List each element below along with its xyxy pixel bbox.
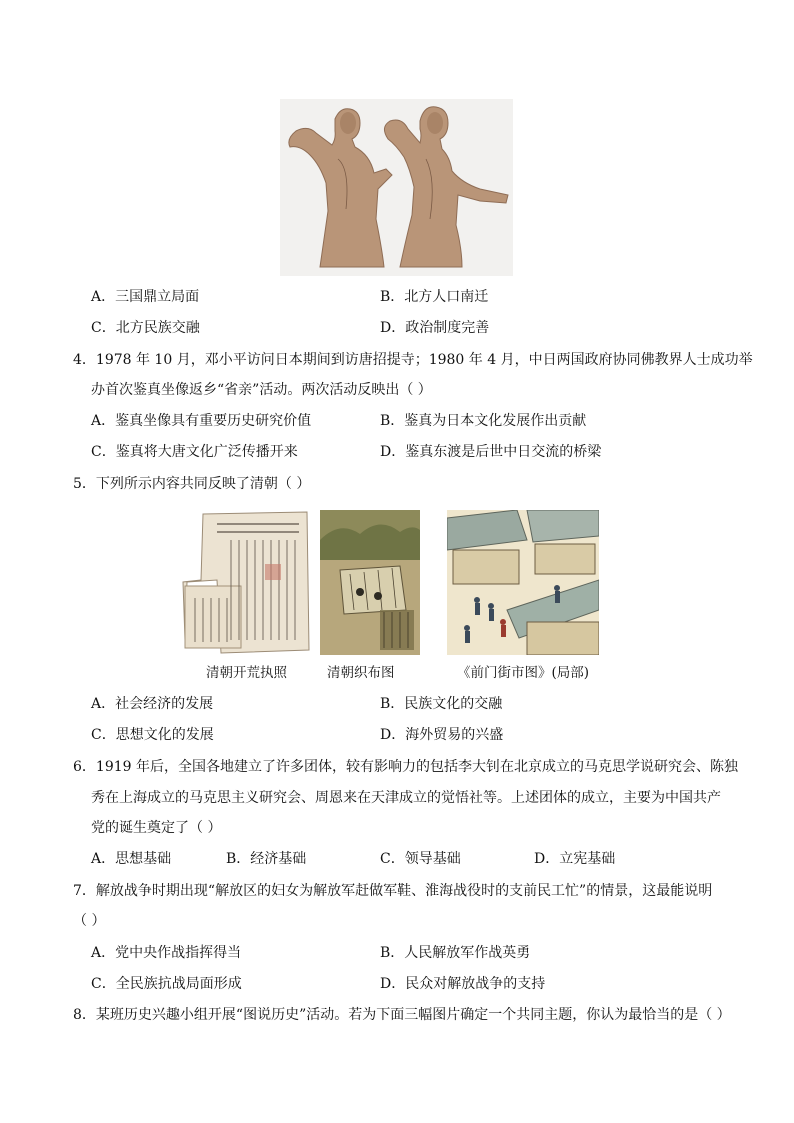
q6-stem-line-3: 党的诞生奠定了（ ）	[91, 820, 222, 836]
caption-weaving-painting: 清朝织布图	[327, 665, 395, 681]
caption-reclamation-license: 清朝开荒执照	[206, 665, 287, 681]
q3-option-d[interactable]: D．政治制度完善	[380, 320, 490, 336]
q6-option-a[interactable]: A．思想基础	[91, 851, 172, 867]
q3-option-b[interactable]: B．北方人口南迁	[380, 289, 489, 305]
q6-stem-line-1: 6．1919 年后，全国各地建立了许多团体，较有影响力的包括李大钊在北京成立的马克思学说研究会、陈独	[73, 759, 738, 775]
q4-option-b[interactable]: B．鉴真为日本文化发展作出贡献	[380, 413, 587, 429]
q3-option-a[interactable]: A．三国鼎立局面	[91, 289, 200, 305]
q4-option-c[interactable]: C．鉴真将大唐文化广泛传播开来	[91, 444, 298, 460]
q7-option-d[interactable]: D．民众对解放战争的支持	[380, 976, 546, 992]
q7-stem-line-1: 7．解放战争时期出现“解放区的妇女为解放军赶做军鞋、淮海战役时的支前民工忙”的情景，这最能说明	[73, 883, 713, 899]
q5-option-b[interactable]: B．民族文化的交融	[380, 696, 503, 712]
q6-option-d[interactable]: D．立宪基础	[534, 851, 616, 867]
qianmen-street-painting-photo	[447, 510, 599, 655]
reclamation-license-photo	[181, 510, 312, 655]
q6-option-c[interactable]: C．领导基础	[380, 851, 461, 867]
q4-stem-line-1: 4．1978 年 10 月，邓小平访问日本期间到访唐招提寺；1980 年 4 月，中日两国政府协同佛教界人士成功举	[73, 352, 753, 368]
q6-option-b[interactable]: B．经济基础	[226, 851, 307, 867]
q6-stem-line-2: 秀在上海成立的马克思主义研究会、周恩来在天津成立的觉悟社等。上述团体的成立，主要为中国共产	[91, 790, 721, 806]
q3-option-c[interactable]: C．北方民族交融	[91, 320, 200, 336]
q4-option-a[interactable]: A．鉴真坐像具有重要历史研究价值	[91, 413, 312, 429]
q5-stem: 5．下列所示内容共同反映了清朝（ ）	[73, 476, 311, 492]
q5-option-a[interactable]: A．社会经济的发展	[91, 696, 214, 712]
q4-option-d[interactable]: D．鉴真东渡是后世中日交流的桥梁	[380, 444, 602, 460]
q8-stem: 8．某班历史兴趣小组开展“图说历史”活动。若为下面三幅图片确定一个共同主题，你认为最恰当的是（ ）	[73, 1007, 731, 1023]
weaving-painting-photo	[320, 510, 420, 655]
q5-option-d[interactable]: D．海外贸易的兴盛	[380, 727, 504, 743]
q4-stem-line-2: 办首次鉴真坐像返乡“省亲”活动。两次活动反映出（ ）	[91, 382, 432, 398]
q7-stem-line-2: （ ）	[73, 913, 106, 929]
pottery-figures-photo	[280, 99, 513, 276]
q7-option-b[interactable]: B．人民解放军作战英勇	[380, 945, 531, 961]
q7-option-c[interactable]: C．全民族抗战局面形成	[91, 976, 242, 992]
caption-qianmen-street: 《前门街市图》(局部)	[457, 665, 590, 681]
q7-option-a[interactable]: A．党中央作战指挥得当	[91, 945, 242, 961]
q5-option-c[interactable]: C．思想文化的发展	[91, 727, 214, 743]
